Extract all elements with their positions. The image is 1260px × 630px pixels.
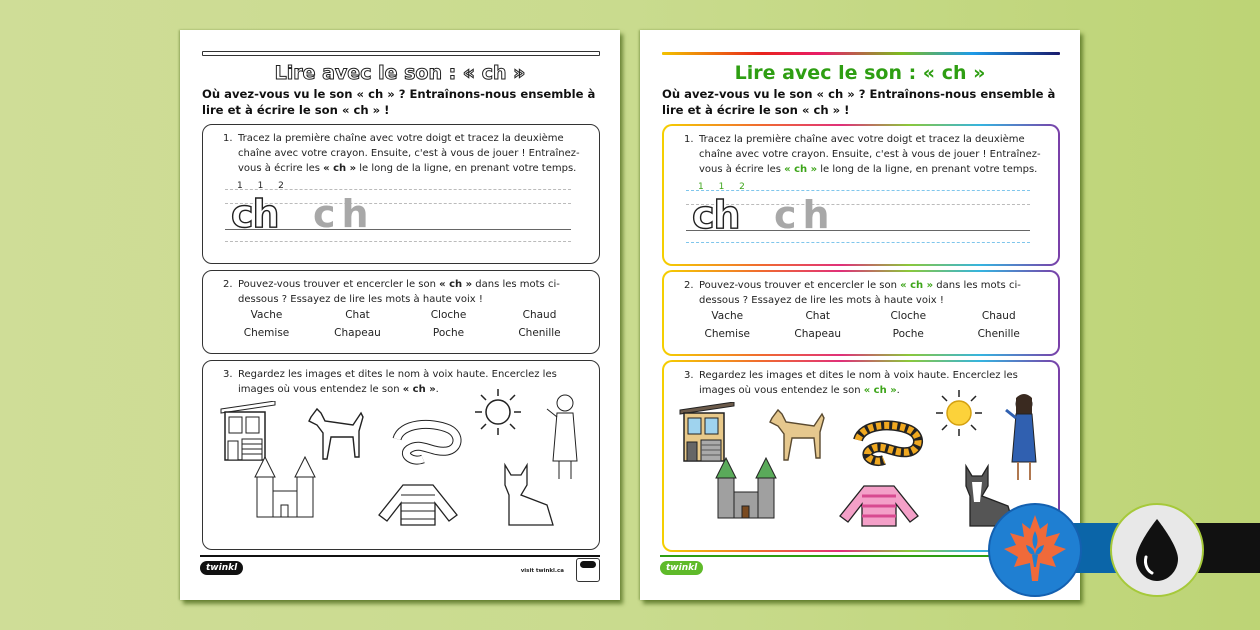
word[interactable]: Chenille bbox=[977, 328, 1020, 340]
dog-picture[interactable] bbox=[764, 404, 834, 462]
question-3-box bbox=[202, 360, 600, 550]
site-link[interactable]: visit twinkl.ca bbox=[520, 568, 564, 574]
question-number: 3. bbox=[684, 370, 694, 381]
question-1-box bbox=[662, 124, 1060, 266]
practice-letters: ch bbox=[313, 192, 375, 236]
question-text: dans les mots ci-dessous ? Essayez de lire les mots à haute voix ! bbox=[699, 280, 1021, 306]
sweater-picture[interactable] bbox=[836, 482, 922, 528]
word[interactable]: Chaud bbox=[522, 309, 557, 321]
question-text: Regardez les images et dites le nom à voix haute. Encerclez les images où vous entendez le son bbox=[238, 369, 557, 395]
sun-picture[interactable] bbox=[934, 388, 984, 438]
question-number: 2. bbox=[684, 280, 694, 291]
question-text: Regardez les images et dites le nom à voix haute. Encerclez les images où vous entendez le son bbox=[699, 370, 1018, 396]
worksheet-page-bw bbox=[180, 30, 620, 600]
question-text: le long de la ligne, en prenant votre temps. bbox=[817, 164, 1038, 175]
stroke-order-numbers: 1 1 2 bbox=[698, 182, 751, 192]
sound-highlight: « ch » bbox=[863, 385, 897, 396]
question-text: Pouvez-vous trouver et encercler le son bbox=[238, 279, 440, 290]
word[interactable]: Chemise bbox=[704, 328, 751, 340]
trace-letters: ch bbox=[692, 193, 740, 237]
house-picture[interactable] bbox=[219, 401, 279, 461]
twinkl-logo[interactable]: twinkl bbox=[660, 561, 703, 575]
question-text: Tracez la première chaîne avec votre doigt et tracez la deuxième chaîne avec votre crayon. Ensuite, c'est à vous de jouer ! Entraînez-vous à écrire les bbox=[699, 134, 1041, 175]
snake-picture[interactable] bbox=[391, 419, 463, 469]
stroke-order-numbers: 1 1 2 bbox=[237, 181, 290, 191]
sound-highlight: « ch » bbox=[402, 384, 436, 395]
question-number: 2. bbox=[223, 279, 233, 290]
question-text: Pouvez-vous trouver et encercler le son bbox=[699, 280, 901, 291]
sun-picture[interactable] bbox=[473, 387, 523, 437]
question-text: . bbox=[435, 384, 439, 395]
sound-highlight: « ch » bbox=[323, 163, 357, 174]
question-number: 3. bbox=[223, 369, 233, 380]
word-grid bbox=[682, 310, 1044, 340]
word[interactable]: Chapeau bbox=[794, 328, 842, 340]
quality-badge-icon bbox=[576, 558, 600, 582]
question-text: Tracez la première chaîne avec votre doigt et tracez la deuxième chaîne avec votre crayon. Ensuite, c'est à vous de jouer ! Entraînez-vous à écrire les bbox=[238, 133, 580, 174]
sweater-picture[interactable] bbox=[375, 481, 461, 527]
cat-picture[interactable] bbox=[499, 461, 555, 531]
castle-picture[interactable] bbox=[249, 455, 333, 519]
question-text: dans les mots ci-dessous ? Essayez de lire les mots à haute voix ! bbox=[238, 279, 560, 305]
word[interactable]: Chemise bbox=[243, 327, 290, 339]
question-2-box bbox=[662, 270, 1060, 356]
word[interactable]: Cloche bbox=[430, 309, 467, 321]
footer-rule bbox=[200, 555, 600, 557]
word[interactable]: Chat bbox=[805, 310, 831, 322]
question-text: . bbox=[896, 385, 900, 396]
word[interactable]: Poche bbox=[432, 327, 465, 339]
word[interactable]: Chapeau bbox=[334, 327, 381, 339]
house-picture[interactable] bbox=[678, 402, 738, 462]
question-text: le long de la ligne, en prenant votre temps. bbox=[356, 163, 577, 174]
intro-text: Où avez-vous vu le son « ch » ? Entraînons-nous ensemble à lire et à écrire le son « ch » ! bbox=[202, 87, 596, 117]
top-rule bbox=[202, 51, 600, 56]
sound-highlight: « ch » bbox=[784, 164, 818, 175]
dog-picture[interactable] bbox=[303, 403, 373, 461]
question-2-box bbox=[202, 270, 600, 354]
ink-drop-icon bbox=[1110, 503, 1204, 597]
top-rule bbox=[662, 52, 1060, 55]
intro-text: Où avez-vous vu le son « ch » ? Entraînons-nous ensemble à lire et à écrire le son « ch » ! bbox=[662, 87, 1056, 117]
question-number: 1. bbox=[223, 133, 233, 144]
question-1-box bbox=[202, 124, 600, 264]
page-title: Lire avec le son : « ch » bbox=[274, 62, 526, 84]
trace-letters: ch bbox=[231, 192, 279, 236]
quebec-fleur-de-lis-maple-icon bbox=[988, 503, 1082, 597]
question-number: 1. bbox=[684, 134, 694, 145]
sound-highlight: « ch » bbox=[439, 279, 473, 290]
word[interactable]: Vache bbox=[711, 310, 744, 322]
twinkl-logo[interactable]: twinkl bbox=[200, 561, 243, 575]
snake-picture[interactable] bbox=[852, 420, 924, 470]
word[interactable]: Chenille bbox=[518, 327, 561, 339]
sound-highlight: « ch » bbox=[900, 280, 934, 291]
word[interactable]: Chat bbox=[345, 309, 370, 321]
practice-letters: ch bbox=[774, 193, 836, 237]
page-title: Lire avec le son : « ch » bbox=[734, 62, 986, 84]
word[interactable]: Chaud bbox=[981, 310, 1016, 322]
castle-picture[interactable] bbox=[710, 456, 794, 520]
word-grid bbox=[221, 309, 585, 339]
word[interactable]: Vache bbox=[250, 309, 283, 321]
handwriting-lines[interactable] bbox=[686, 184, 1030, 249]
handwriting-lines[interactable] bbox=[225, 183, 571, 248]
word[interactable]: Cloche bbox=[890, 310, 927, 322]
word[interactable]: Poche bbox=[892, 328, 924, 340]
